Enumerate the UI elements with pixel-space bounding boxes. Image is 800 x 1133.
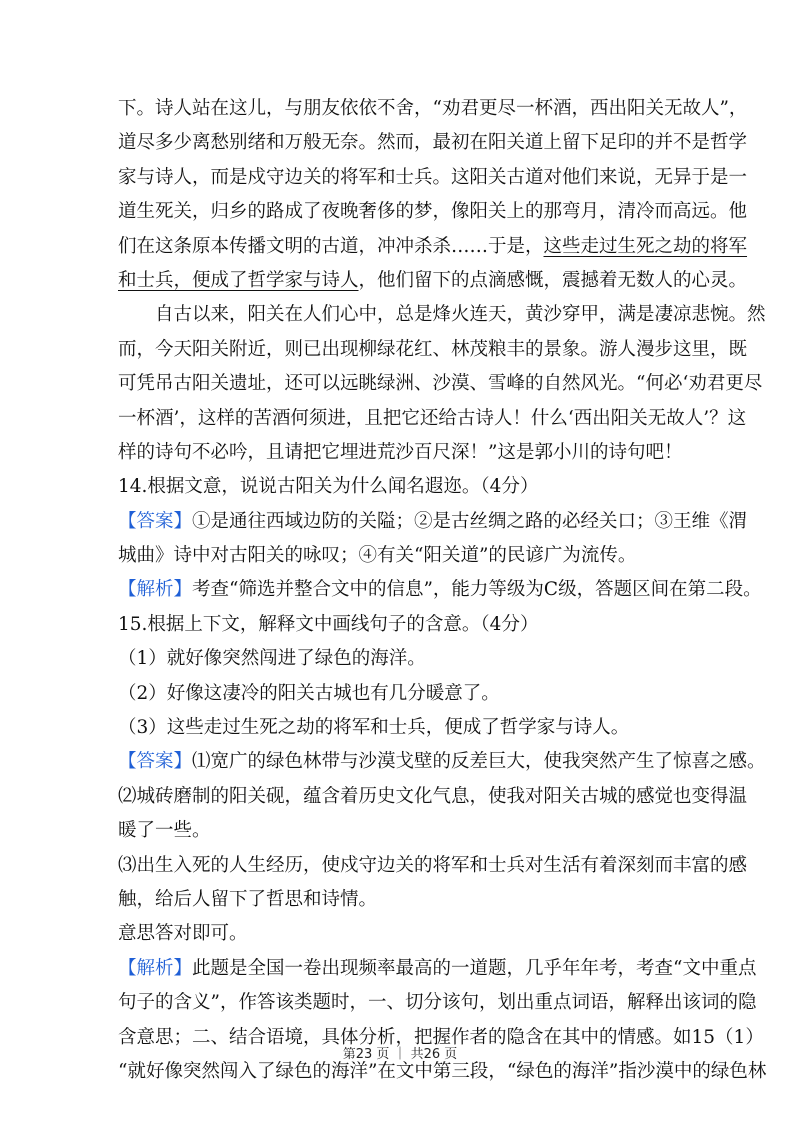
passage-line	[118, 230, 748, 264]
passage-text: 们在这条原本传播文明的古道，冲冲杀杀……于是，	[118, 235, 544, 257]
underlined-sentence: 这些走过生死之劫的将军	[543, 235, 748, 257]
answer-line	[118, 745, 766, 779]
question-text: 14.根据文意，说说古阳关为什么闻名遐迩。（4分）	[118, 476, 539, 498]
analysis-text: 此题是全国一卷出现频率最高的一道题，几乎年年考，考查“文中重点	[192, 957, 757, 979]
passage-line: 家与诗人，而是戍守边关的将军和士兵。这阳关古道对他们来说，无异于是一	[118, 166, 748, 188]
analysis-line	[118, 952, 757, 986]
analysis-line	[118, 573, 762, 607]
page-number-footer: 第23 页 ｜ 共26 页	[342, 1047, 458, 1062]
answer-line	[118, 505, 748, 539]
answer-line: 意思答对即可。	[118, 923, 248, 945]
answer-tag: 【答案】	[118, 510, 193, 532]
answer-text: ⑴宽广的绿色林带与沙漠戈壁的反差巨大，使我突然产生了惊喜之感。	[192, 751, 766, 773]
analysis-tag: 【解析】	[118, 957, 193, 979]
question-text: 15.根据上下文，解释文中画线句子的含意。（4分）	[118, 613, 539, 635]
question-14	[118, 470, 762, 608]
passage-line: 一杯酒’，这样的苦酒何须进，且把它还给古诗人！什么‘西出阳关无故人’？这	[118, 407, 747, 429]
answer-tag: 【答案】	[118, 751, 193, 773]
passage-line: 道尽多少离愁别绪和万般无奈。然而，最初在阳关道上留下足印的并不是哲学	[118, 132, 748, 154]
analysis-line: 句子的含义”，作答该类题时，一、切分该句，划出重点词语，解释出该词的隐	[118, 992, 757, 1014]
underlined-sentence: 和士兵，便成了哲学家与诗人	[118, 269, 359, 291]
sub-item: （1）就好像突然闯进了绿色的海洋。	[118, 648, 426, 670]
passage-line: 而，今天阳关附近，则已出现柳绿花红、林茂粮丰的景象。游人漫步这里，既	[118, 338, 748, 360]
document-page	[118, 92, 767, 1089]
sub-item: （3）这些走过生死之劫的将军和士兵，便成了哲学家与诗人。	[118, 717, 630, 739]
passage-line: 样的诗句不必吟，且请把它埋进荒沙百尺深！”这是郭小川的诗句吧！	[118, 441, 683, 463]
passage-line: 可凭吊古阳关遗址，还可以远眺绿洲、沙漠、雪峰的自然风光。“何必‘劝君更尽	[118, 373, 763, 395]
analysis-text: 考查“筛选并整合文中的信息”，能力等级为C级，答题区间在第二段。	[192, 579, 762, 601]
answer-line: 暖了一些。	[118, 820, 211, 842]
answer-text: ①是通往西域边防的关隘；②是古丝绸之路的必经关口；③王维《渭	[192, 510, 748, 532]
passage-line: 自古以来，阳关在人们心中，总是烽火连天，黄沙穿甲，满是凄凉悲惋。然	[155, 304, 766, 326]
passage-line: 道生死关，归乡的路成了夜晚奢侈的梦，像阳关上的那弯月，清冷而高远。他	[118, 201, 748, 223]
passage-line: 下。诗人站在这儿，与朋友依依不舍，“劝君更尽一杯酒，西出阳关无故人”，	[118, 98, 748, 119]
answer-line: ⑵城砖磨制的阳关砚，蕴含着历史文化气息，使我对阳关古城的感觉也变得温	[118, 785, 748, 807]
analysis-tag: 【解析】	[118, 579, 193, 601]
passage-text: ，他们留下的点滴感慨，震撼着无数人的心灵。	[358, 269, 748, 291]
answer-line: 城曲》诗中对古阳关的咏叹；④有关“阳关道”的民谚广为流传。	[118, 545, 637, 567]
passage-line	[118, 264, 748, 298]
analysis-line: “就好像突然闯入了绿色的海洋”在文中第三段，“绿色的海洋”指沙漠中的绿色林	[118, 1060, 767, 1082]
question-15	[118, 608, 767, 1089]
analysis-line: 含意思；二、结合语境，具体分析，把握作者的隐含在其中的情感。如15（1）	[118, 1026, 764, 1048]
answer-line: ⑶出生入死的人生经历，使戍守边关的将军和士兵对生活有着深刻而丰富的感	[118, 854, 748, 876]
sub-item: （2）好像这凄冷的阳关古城也有几分暖意了。	[118, 682, 500, 704]
passage	[118, 92, 766, 470]
answer-line: 触，给后人留下了哲思和诗情。	[118, 888, 378, 910]
